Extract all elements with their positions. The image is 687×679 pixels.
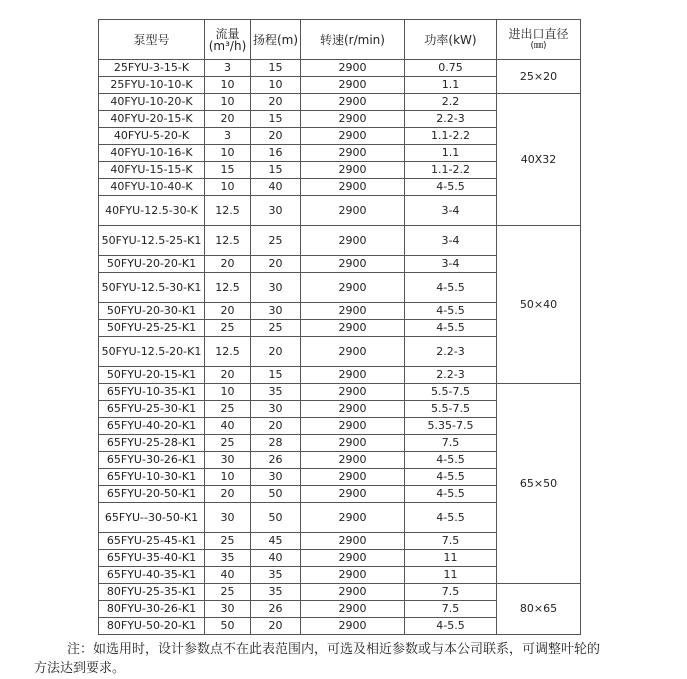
head-cell: 15: [251, 60, 301, 77]
head-cell: 20: [251, 94, 301, 111]
head-cell: 35: [251, 384, 301, 401]
model-cell: 50FYU-25-25-K1: [99, 320, 205, 337]
head-cell: 28: [251, 435, 301, 452]
flow-cell: 3: [205, 60, 251, 77]
model-cell: 65FYU--30-50-K1: [99, 503, 205, 533]
power-cell: 7.5: [405, 601, 497, 618]
speed-cell: 2900: [301, 179, 405, 196]
diameter-cell: 50×40: [497, 226, 581, 384]
speed-cell: 2900: [301, 256, 405, 273]
power-cell: 1.1: [405, 77, 497, 94]
model-cell: 40FYU-10-16-K: [99, 145, 205, 162]
footnote: 注：如选用时，设计参数点不在此表范围内，可选及相近参数或与本公司联系，可调整叶轮的方法达到要求。: [34, 642, 601, 676]
flow-cell: 10: [205, 179, 251, 196]
header-power: 功率(kW): [405, 20, 497, 60]
header-diameter-unit: (㎜): [530, 40, 547, 51]
flow-cell: 25: [205, 435, 251, 452]
flow-cell: 20: [205, 256, 251, 273]
flow-cell: 10: [205, 469, 251, 486]
head-cell: 30: [251, 273, 301, 303]
head-cell: 16: [251, 145, 301, 162]
speed-cell: 2900: [301, 452, 405, 469]
flow-cell: 20: [205, 303, 251, 320]
header-flow-label: 流量: [215, 26, 240, 41]
flow-cell: 10: [205, 77, 251, 94]
speed-cell: 2900: [301, 486, 405, 503]
flow-cell: 10: [205, 145, 251, 162]
power-cell: 1.1: [405, 145, 497, 162]
head-cell: 26: [251, 452, 301, 469]
power-cell: 3-4: [405, 226, 497, 256]
model-cell: 65FYU-30-26-K1: [99, 452, 205, 469]
model-cell: 80FYU-50-20-K1: [99, 618, 205, 635]
flow-cell: 15: [205, 162, 251, 179]
flow-cell: 30: [205, 503, 251, 533]
power-cell: 4-5.5: [405, 179, 497, 196]
model-cell: 65FYU-10-30-K1: [99, 469, 205, 486]
model-cell: 40FYU-10-20-K: [99, 94, 205, 111]
speed-cell: 2900: [301, 303, 405, 320]
diameter-cell: 80×65: [497, 584, 581, 635]
head-cell: 30: [251, 401, 301, 418]
header-flow-unit: (m³/h): [208, 38, 247, 53]
model-cell: 50FYU-20-15-K1: [99, 367, 205, 384]
speed-cell: 2900: [301, 567, 405, 584]
power-cell: 2.2-3: [405, 367, 497, 384]
model-cell: 40FYU-10-40-K: [99, 179, 205, 196]
model-cell: 40FYU-5-20-K: [99, 128, 205, 145]
power-cell: 3-4: [405, 196, 497, 226]
speed-cell: 2900: [301, 533, 405, 550]
head-cell: 10: [251, 77, 301, 94]
power-cell: 5.35-7.5: [405, 418, 497, 435]
speed-cell: 2900: [301, 418, 405, 435]
head-cell: 20: [251, 418, 301, 435]
model-cell: 25FYU-10-10-K: [99, 77, 205, 94]
speed-cell: 2900: [301, 401, 405, 418]
flow-cell: 12.5: [205, 226, 251, 256]
power-cell: 0.75: [405, 60, 497, 77]
flow-cell: 40: [205, 418, 251, 435]
header-speed: 转速(r/min): [301, 20, 405, 60]
power-cell: 5.5-7.5: [405, 384, 497, 401]
flow-cell: 40: [205, 567, 251, 584]
speed-cell: 2900: [301, 550, 405, 567]
head-cell: 50: [251, 486, 301, 503]
power-cell: 4-5.5: [405, 320, 497, 337]
diameter-cell: 25×20: [497, 60, 581, 94]
model-cell: 50FYU-20-20-K1: [99, 256, 205, 273]
table-row: [99, 94, 581, 111]
power-cell: 4-5.5: [405, 618, 497, 635]
head-cell: 26: [251, 601, 301, 618]
diameter-cell: 65×50: [497, 384, 581, 584]
table-row: [99, 226, 581, 256]
model-cell: 65FYU-40-20-K1: [99, 418, 205, 435]
table-row: [99, 60, 581, 77]
model-cell: 40FYU-15-15-K: [99, 162, 205, 179]
speed-cell: 2900: [301, 226, 405, 256]
header-row: [99, 20, 581, 60]
speed-cell: 2900: [301, 111, 405, 128]
head-cell: 40: [251, 550, 301, 567]
model-cell: 40FYU-20-15-K: [99, 111, 205, 128]
flow-cell: 25: [205, 401, 251, 418]
speed-cell: 2900: [301, 367, 405, 384]
model-cell: 80FYU-30-26-K1: [99, 601, 205, 618]
speed-cell: 2900: [301, 337, 405, 367]
flow-cell: 25: [205, 320, 251, 337]
power-cell: 4-5.5: [405, 503, 497, 533]
speed-cell: 2900: [301, 384, 405, 401]
model-cell: 40FYU-12.5-30-K: [99, 196, 205, 226]
model-cell: 65FYU-25-30-K1: [99, 401, 205, 418]
header-diameter-label: 进出口直径: [508, 26, 569, 41]
head-cell: 50: [251, 503, 301, 533]
power-cell: 5.5-7.5: [405, 401, 497, 418]
head-cell: 20: [251, 618, 301, 635]
speed-cell: 2900: [301, 77, 405, 94]
speed-cell: 2900: [301, 320, 405, 337]
model-cell: 65FYU-20-50-K1: [99, 486, 205, 503]
power-cell: 2.2-3: [405, 337, 497, 367]
model-cell: 65FYU-25-45-K1: [99, 533, 205, 550]
speed-cell: 2900: [301, 94, 405, 111]
speed-cell: 2900: [301, 469, 405, 486]
head-cell: 35: [251, 584, 301, 601]
speed-cell: 2900: [301, 601, 405, 618]
head-cell: 40: [251, 179, 301, 196]
model-cell: 65FYU-25-28-K1: [99, 435, 205, 452]
header-diameter: [497, 20, 581, 60]
flow-cell: 12.5: [205, 273, 251, 303]
table-row: [99, 384, 581, 401]
power-cell: 1.1-2.2: [405, 162, 497, 179]
head-cell: 35: [251, 567, 301, 584]
model-cell: 65FYU-35-40-K1: [99, 550, 205, 567]
head-cell: 15: [251, 162, 301, 179]
head-cell: 20: [251, 256, 301, 273]
head-cell: 30: [251, 196, 301, 226]
power-cell: 2.2: [405, 94, 497, 111]
power-cell: 4-5.5: [405, 273, 497, 303]
model-cell: 65FYU-10-35-K1: [99, 384, 205, 401]
head-cell: 20: [251, 337, 301, 367]
power-cell: 4-5.5: [405, 486, 497, 503]
flow-cell: 10: [205, 94, 251, 111]
power-cell: 4-5.5: [405, 452, 497, 469]
power-cell: 4-5.5: [405, 469, 497, 486]
flow-cell: 20: [205, 486, 251, 503]
speed-cell: 2900: [301, 584, 405, 601]
speed-cell: 2900: [301, 145, 405, 162]
flow-cell: 25: [205, 533, 251, 550]
speed-cell: 2900: [301, 273, 405, 303]
speed-cell: 2900: [301, 503, 405, 533]
flow-cell: 30: [205, 452, 251, 469]
table-body: [99, 60, 581, 635]
model-cell: 50FYU-20-30-K1: [99, 303, 205, 320]
speed-cell: 2900: [301, 128, 405, 145]
speed-cell: 2900: [301, 162, 405, 179]
head-cell: 20: [251, 128, 301, 145]
flow-cell: 3: [205, 128, 251, 145]
flow-cell: 20: [205, 367, 251, 384]
head-cell: 45: [251, 533, 301, 550]
power-cell: 11: [405, 550, 497, 567]
flow-cell: 30: [205, 601, 251, 618]
model-cell: 50FYU-12.5-20-K1: [99, 337, 205, 367]
power-cell: 2.2-3: [405, 111, 497, 128]
model-cell: 65FYU-40-35-K1: [99, 567, 205, 584]
flow-cell: 50: [205, 618, 251, 635]
model-cell: 25FYU-3-15-K: [99, 60, 205, 77]
flow-cell: 20: [205, 111, 251, 128]
speed-cell: 2900: [301, 435, 405, 452]
head-cell: 25: [251, 226, 301, 256]
flow-cell: 12.5: [205, 196, 251, 226]
power-cell: 1.1-2.2: [405, 128, 497, 145]
header-head: 扬程(m): [251, 20, 301, 60]
flow-cell: 12.5: [205, 337, 251, 367]
flow-cell: 35: [205, 550, 251, 567]
head-cell: 30: [251, 303, 301, 320]
head-cell: 15: [251, 111, 301, 128]
speed-cell: 2900: [301, 196, 405, 226]
model-cell: 50FYU-12.5-30-K1: [99, 273, 205, 303]
power-cell: 7.5: [405, 584, 497, 601]
flow-cell: 10: [205, 384, 251, 401]
table-row: [99, 584, 581, 601]
power-cell: 3-4: [405, 256, 497, 273]
head-cell: 15: [251, 367, 301, 384]
diameter-cell: 40X32: [497, 94, 581, 226]
power-cell: 7.5: [405, 435, 497, 452]
flow-cell: 25: [205, 584, 251, 601]
head-cell: 25: [251, 320, 301, 337]
speed-cell: 2900: [301, 618, 405, 635]
power-cell: 7.5: [405, 533, 497, 550]
header-model: 泵型号: [99, 20, 205, 60]
header-flow: [205, 20, 251, 60]
power-cell: 11: [405, 567, 497, 584]
model-cell: 80FYU-25-35-K1: [99, 584, 205, 601]
power-cell: 4-5.5: [405, 303, 497, 320]
pump-spec-table: [98, 19, 581, 635]
head-cell: 30: [251, 469, 301, 486]
speed-cell: 2900: [301, 60, 405, 77]
model-cell: 50FYU-12.5-25-K1: [99, 226, 205, 256]
